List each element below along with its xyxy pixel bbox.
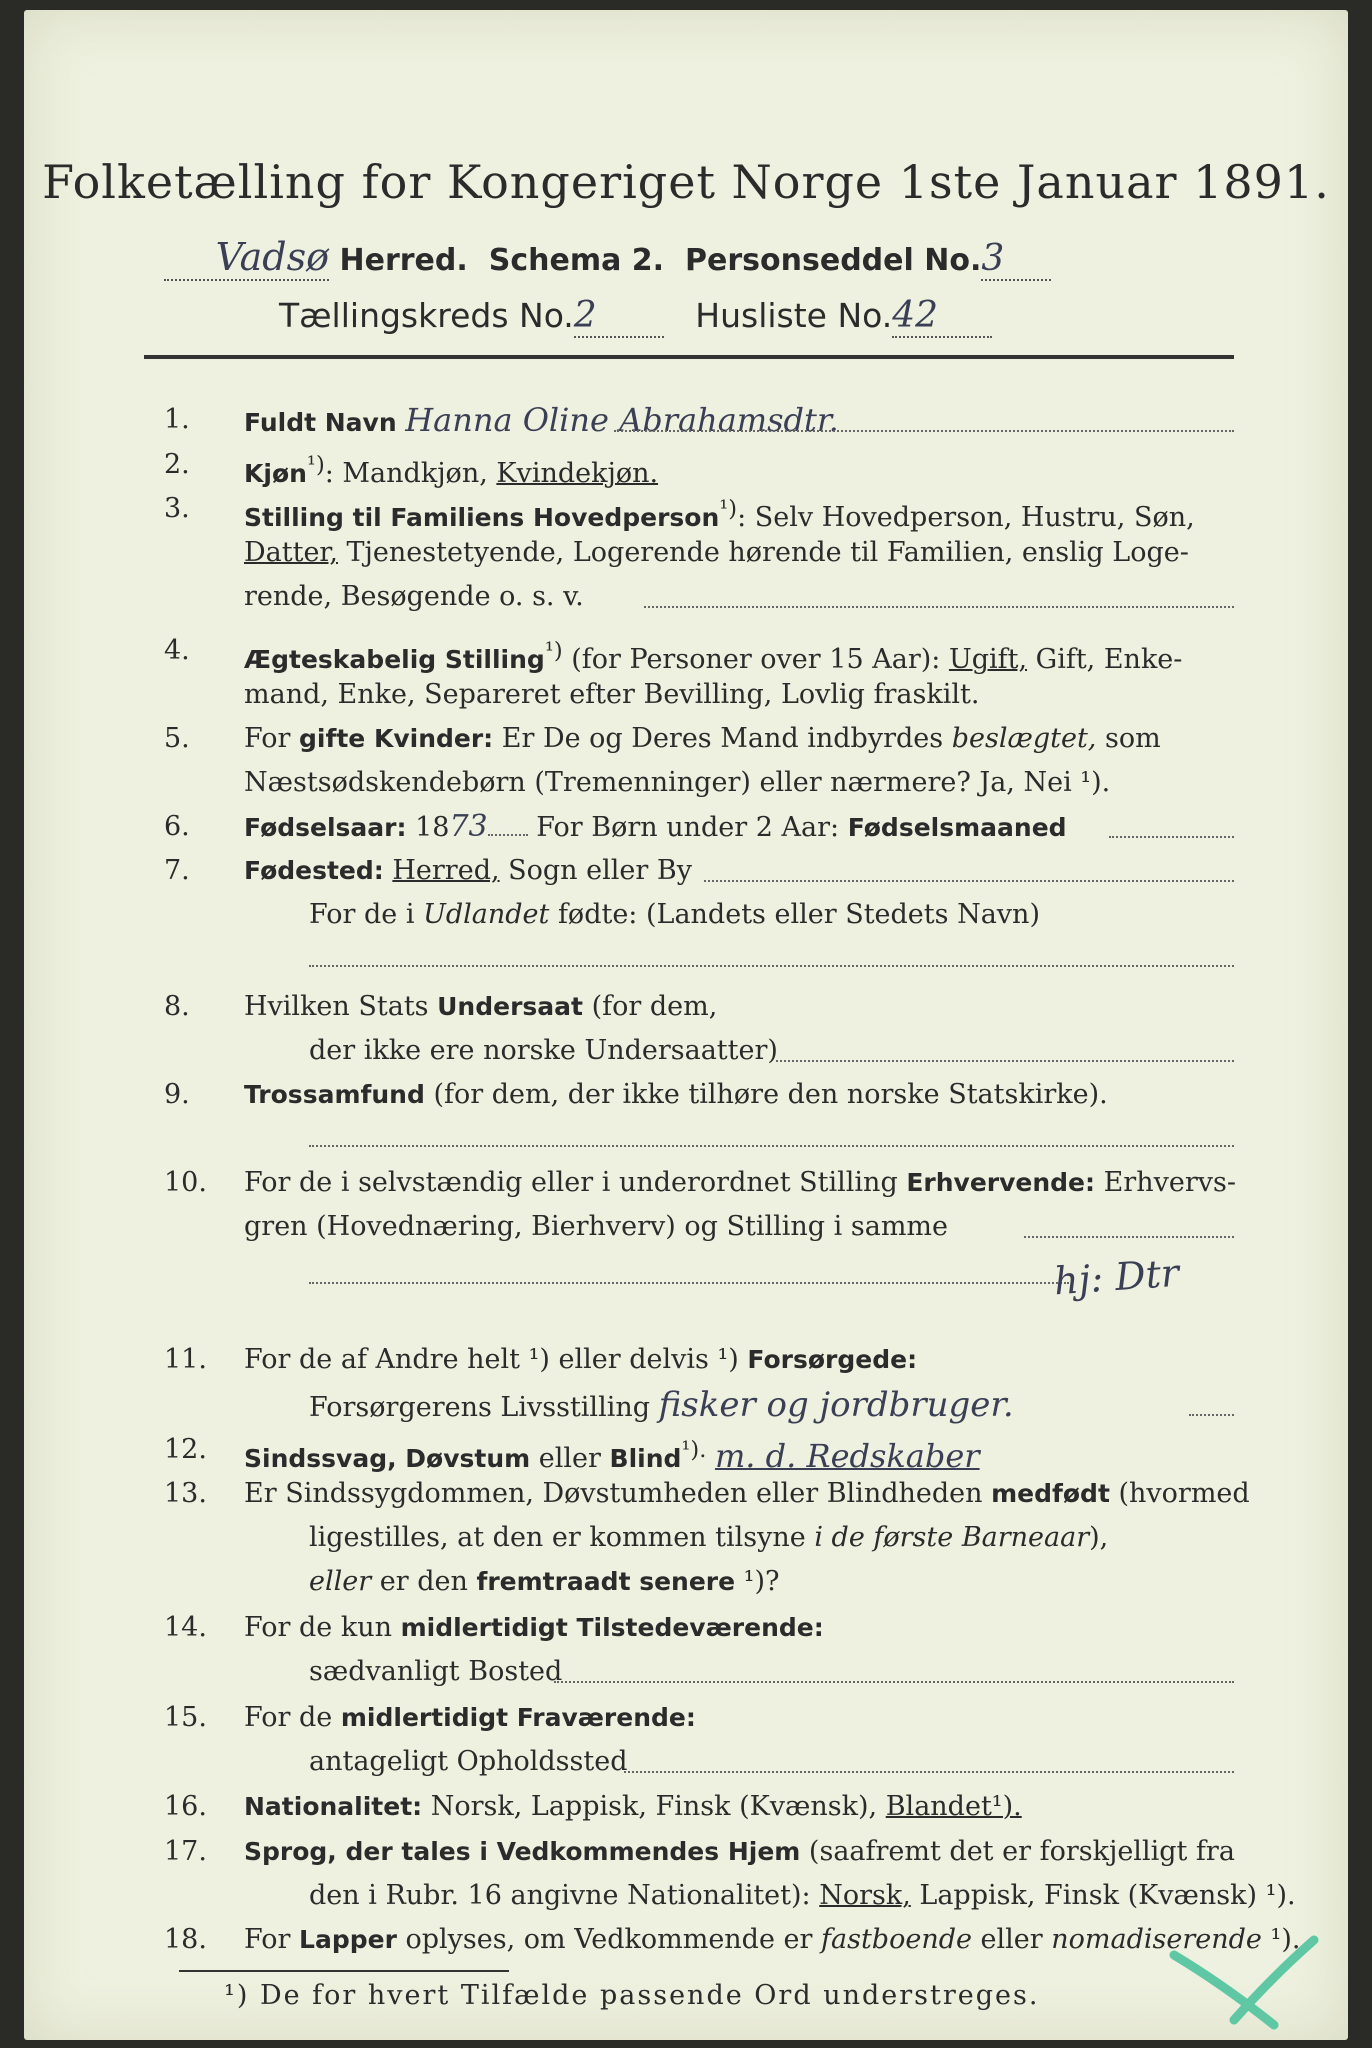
item-number: 12. [164,1434,207,1465]
nationality-label: Nationalitet: [244,1792,423,1821]
marital-status-options: Gift, Enke- [1027,644,1183,675]
family-position-selected: Datter, [244,537,338,568]
lapps-label: Lapper [299,1925,397,1954]
language-label: Sprog, der tales i Vedkommendes Hjem [244,1837,801,1866]
marital-status-options: mand, Enke, Separeret efter Bevilling, Lovlig fraskilt. [244,679,980,710]
family-position-options: rende, Besøgende o. s. v. [244,581,584,612]
nationality-options: Norsk, Lappisk, Finsk (Kvænsk), [422,1791,886,1822]
item-number: 11. [164,1344,207,1375]
item-text: For de i [309,899,424,930]
married-women-label: gifte Kvinder: [299,724,494,753]
item-text: ¹)? [735,1566,780,1597]
item-text: den i Rubr. 16 angivne Nationalitet): [309,1880,820,1911]
dependent-label: Forsørgede: [747,1345,918,1374]
fill-line [309,965,1234,967]
item-number: 13. [164,1478,207,1509]
item-number: 18. [164,1924,207,1955]
item-text: eller [971,1924,1052,1955]
sex-option-female: Kvindekjøn. [496,458,659,489]
item-text: For [244,723,300,754]
temporary-present-label: midlertidigt Tilstedeværende: [400,1613,824,1642]
congenital-label: medfødt [991,1479,1110,1508]
item-number: 10. [164,1167,207,1198]
personseddel-label: Personseddel No. [685,243,982,278]
item-text-italic: fastboende [821,1924,972,1955]
item-text: (hvormed [1109,1478,1250,1509]
later-onset-label: fremtraadt senere [476,1567,736,1596]
sex-label: Kjøn [244,459,307,488]
fill-line [554,1681,1234,1683]
item-text: For de af Andre helt ¹) eller delvis ¹) [244,1344,748,1375]
item-number: 5. [164,723,190,754]
birth-month-label: Fødselsmaaned [847,813,1067,842]
footnote-ref: ¹) [306,452,325,478]
item-text: Næstsødskendebørn (Tremenninger) eller nærmere? Ja, Nei ¹). [244,767,1111,798]
item-number: 3. [164,493,190,524]
item-number: 2. [164,449,190,480]
footnote-ref: ¹) [544,638,563,664]
header-line-1 [164,235,1051,281]
fill-line [644,606,1234,608]
birthplace-label: Fødested: [244,856,384,885]
herred-label: Herred. [339,243,468,278]
kreds-value: 2 [573,295,597,336]
item-text: For de [244,1702,341,1733]
occupation-value: hj: Dtr [1052,1250,1181,1304]
item-text: ¹). [1261,1924,1301,1955]
disability-label: Sindssvag, Døvstum [244,1444,531,1473]
item-text: (for dem, der ikke tilhøre den norske Statskirke). [424,1079,1108,1110]
item-number: 17. [164,1836,207,1867]
footnote: ¹) De for hvert Tilfælde passende Ord understreges. [224,1980,1040,2011]
nationality-selected: Blandet¹). [885,1791,1022,1822]
item-text: (for dem, [582,991,718,1022]
fill-line [704,880,1234,882]
item-text: ), [1089,1522,1109,1553]
fill-line [1024,1236,1234,1238]
item-text: sædvanligt Bosted [309,1656,563,1687]
fill-line [309,1145,1234,1147]
item-text-italic: eller [309,1566,372,1597]
item-text-italic: Udlandet [423,899,550,930]
item-text: eller [530,1443,610,1474]
item-number: 6. [164,811,190,842]
item-text: fødte: (Landets eller Stedets Navn) [549,899,1040,930]
item-text: (saafremt det er forskjelligt fra [800,1836,1235,1867]
item-text: der ikke ere norske Undersaatter) [309,1035,778,1066]
fill-line [1189,1414,1234,1416]
item-number: 14. [164,1612,207,1643]
item-text: Forsørgerens Livsstilling [309,1392,651,1423]
herred-value: Vadsø [215,235,329,279]
husliste-label: Husliste No. [695,296,893,335]
header-rule [144,355,1234,359]
provider-occupation-value: fisker og jordbruger. [658,1385,1014,1425]
citizenship-label: Undersaat [437,992,583,1021]
item-text-italic: beslægtet, [951,723,1097,754]
item-text: er den [371,1566,477,1597]
blind-label: Blind [609,1444,682,1473]
item-text: Er De og Deres Mand indbyrdes [493,723,952,754]
schema-label: Schema 2. [488,243,665,278]
kreds-label: Tællingskreds No. [279,296,574,335]
item-text: For de i selvstændig eller i underordnet Stilling [244,1167,907,1198]
item-text: For [244,1924,300,1955]
temporary-absent-label: midlertidigt Fraværende: [340,1703,696,1732]
item-text: oplyses, om Vedkommende er [396,1924,821,1955]
birth-year-prefix: 18 [406,812,450,843]
birth-year-label: Fødselsaar: [244,813,407,842]
full-name-label: Fuldt Navn [244,408,397,437]
full-name-value: Hanna Oline Abrahamsdtr. [405,401,839,439]
birthplace-options: Sogn eller By [499,855,692,886]
marital-status-selected: Ugift, [948,644,1028,675]
personseddel-value: 3 [981,238,1005,279]
footnote-ref: ¹) [719,496,738,522]
header-line-2 [279,295,992,338]
family-position-options: Tjenestetyende, Logerende hørende til Familien, enslig Loge- [337,537,1189,568]
sex-option-male: : Mandkjøn, [324,458,488,489]
item-text: For Børn under 2 Aar: [527,812,848,843]
item-text-italic: nomadiserende [1051,1924,1262,1955]
language-selected: Norsk, [819,1880,911,1911]
birthplace-selected: Herred, [392,855,500,886]
item-text: som [1096,723,1161,754]
item-text: For de kun [244,1612,401,1643]
footnote-rule [179,1970,509,1972]
disability-value: m. d. Redskaber [714,1437,980,1475]
fill-line [776,1060,1234,1062]
marital-status-label: Ægteskabelig Stilling [244,645,545,674]
item-number: 7. [164,855,190,886]
religion-label: Trossamfund [244,1080,425,1109]
marital-status-text: (for Personer over 15 Aar): [562,644,949,675]
footnote-ref: ¹). [681,1437,707,1463]
item-number: 9. [164,1079,190,1110]
item-text: Hvilken Stats [244,991,438,1022]
item-number: 8. [164,991,190,1022]
item-text: Erhvervs- [1095,1167,1236,1198]
green-cross-mark [1164,1925,1334,2035]
fill-line [614,430,1234,432]
fill-line [624,1771,1234,1773]
item-number: 1. [164,404,190,435]
item-number: 15. [164,1702,207,1733]
fill-line [1109,836,1234,838]
item-number: 4. [164,635,190,666]
fill-line [309,1282,1069,1284]
family-position-label: Stilling til Familiens Hovedperson [244,503,720,532]
husliste-value: 42 [892,295,939,336]
item-text-italic: i de første Barneaar [814,1522,1090,1553]
item-text: Er Sindssygdommen, Døvstumheden eller Blindheden [244,1478,992,1509]
item-number: 16. [164,1791,207,1822]
birth-year-value: 73 [449,809,488,844]
language-options: Lappisk, Finsk (Kvænsk) ¹). [910,1880,1296,1911]
family-position-options: : Selv Hovedperson, Hustru, Søn, [737,502,1195,533]
item-text: ligestilles, at den er kommen tilsyne [309,1522,815,1553]
item-text: antageligt Opholdssted [309,1746,628,1777]
form-title: Folketælling for Kongeriget Norge 1ste Januar 1891. [42,155,1330,209]
census-form [24,10,1348,2040]
item-text: gren (Hovednæring, Bierhverv) og Stilling i samme [244,1211,949,1242]
occupation-label: Erhvervende: [906,1168,1096,1197]
